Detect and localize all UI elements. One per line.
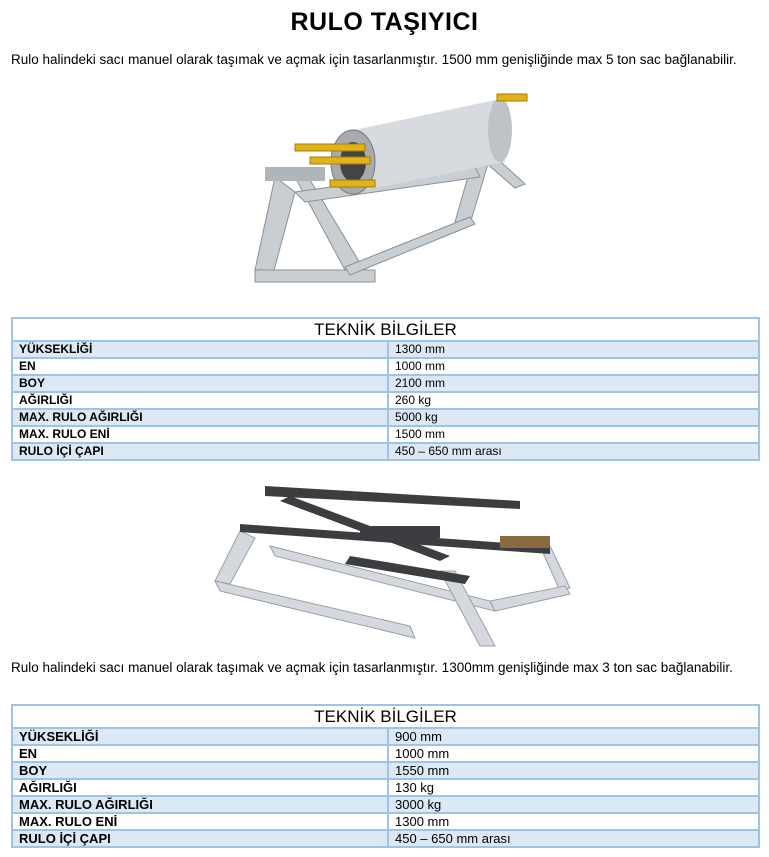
spec-label: EN (12, 745, 388, 762)
spec-label: MAX. RULO ENİ (12, 426, 388, 443)
table-row (12, 426, 759, 443)
table-row (12, 409, 759, 426)
spec-value: 1300 mm (388, 813, 759, 830)
spec-label: RULO İÇİ ÇAPI (12, 830, 388, 847)
table-row (12, 728, 759, 745)
spec-value: 5000 kg (388, 409, 759, 426)
spec-value: 2100 mm (388, 375, 759, 392)
spec-value: 450 – 650 mm arası (388, 443, 759, 460)
table-header: TEKNİK BİLGİLER (12, 705, 759, 728)
page-title: RULO TAŞIYICI (290, 8, 479, 36)
spec-label: EN (12, 358, 388, 375)
table-row (12, 813, 759, 830)
table-row (12, 830, 759, 847)
spec-value: 1000 mm (388, 358, 759, 375)
spec-label: YÜKSEKLİĞİ (12, 341, 388, 358)
spec-value: 260 kg (388, 392, 759, 409)
spec-value: 450 – 650 mm arası (388, 830, 759, 847)
spec-value: 1500 mm (388, 426, 759, 443)
table-row (12, 375, 759, 392)
spec-value: 1550 mm (388, 762, 759, 779)
table-row (12, 341, 759, 358)
table-row (12, 358, 759, 375)
spec-label: AĞIRLIĞI (12, 779, 388, 796)
spec-label: YÜKSEKLİĞİ (12, 728, 388, 745)
table-row (12, 745, 759, 762)
spec-label: BOY (12, 375, 388, 392)
table-header: TEKNİK BİLGİLER (12, 318, 759, 341)
table-row (12, 762, 759, 779)
spec-value: 3000 kg (388, 796, 759, 813)
product-2-description: Rulo halindeki sacı manuel olarak taşımak ve açmak için tasarlanmıştır. 1300mm genişliğinde max 3 ton sac bağlanabilir. (11, 660, 733, 675)
spec-value: 1000 mm (388, 745, 759, 762)
table-row (12, 796, 759, 813)
coil-carrier-image-1 (235, 92, 535, 287)
spec-value: 900 mm (388, 728, 759, 745)
spec-label: BOY (12, 762, 388, 779)
spec-label: AĞIRLIĞI (12, 392, 388, 409)
tech-specs-table-1 (11, 317, 760, 461)
table-row (12, 392, 759, 409)
spec-value: 130 kg (388, 779, 759, 796)
spec-label: MAX. RULO AĞIRLIĞI (12, 796, 388, 813)
table-row (12, 443, 759, 460)
coil-carrier-image-2 (210, 476, 575, 651)
spec-label: RULO İÇİ ÇAPI (12, 443, 388, 460)
spec-label: MAX. RULO ENİ (12, 813, 388, 830)
table-row (12, 779, 759, 796)
product-1-description: Rulo halindeki sacı manuel olarak taşımak ve açmak için tasarlanmıştır. 1500 mm genişliğinde max 5 ton sac bağlanabilir. (11, 52, 737, 67)
tech-specs-table-2 (11, 704, 760, 848)
spec-label: MAX. RULO AĞIRLIĞI (12, 409, 388, 426)
spec-value: 1300 mm (388, 341, 759, 358)
